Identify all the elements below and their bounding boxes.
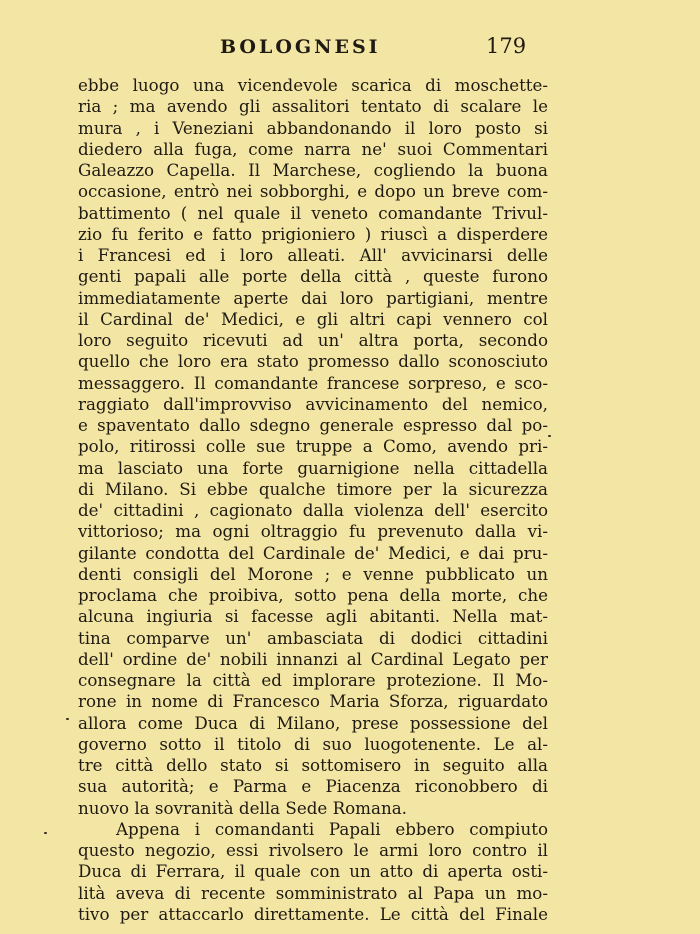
ink-speck — [548, 435, 551, 437]
paragraph-1 — [78, 75, 548, 819]
text-line: allora come Duca di Milano, prese possessione del — [78, 712, 548, 733]
text-line: Appena i comandanti Papali ebbero compiuto — [116, 818, 548, 839]
text-line: dell' ordine de' nobili innanzi al Cardinal Legato per — [78, 648, 548, 669]
text-line: consegnare la città ed implorare protezione. Il Mo- — [78, 670, 548, 690]
text-line: proclama che proibiva, sotto pena della morte, che — [78, 585, 548, 605]
text-line: sua autorità; e Parma e Piacenza riconobbero di — [78, 776, 548, 797]
text-line: governo sotto il titolo di suo luogotenente. Le al- — [78, 733, 548, 754]
text-line: i Francesi ed i loro alleati. All' avvicinarsi delle — [78, 245, 548, 265]
text-line: e spaventato dallo sdegno generale espresso dal po- — [78, 415, 548, 435]
text-line: diedero alla fuga, come narra ne' suoi Commentari — [78, 138, 548, 159]
text-line: de' cittadini , cagionato dalla violenza dell' esercito — [78, 500, 548, 520]
paragraph-2 — [78, 819, 548, 925]
text-line: occasione, entrò nei sobborghi, e dopo un breve com- — [78, 181, 548, 202]
text-line: ebbe luogo una vicendevole scarica di moschette- — [78, 75, 548, 95]
text-line: denti consigli del Morone ; e venne pubblicato un — [78, 563, 548, 584]
text-line: mura , i Veneziani abbandonando il loro posto si — [78, 117, 548, 138]
text-line: loro seguito ricevuti ad un' altra porta, secondo — [78, 330, 548, 350]
text-line: immediatamente aperte dai loro partigiani, mentre — [78, 287, 548, 308]
text-line: quello che loro era stato promesso dallo sconosciuto — [78, 351, 548, 372]
text-line: raggiato dall'improvviso avvicinamento del nemico, — [78, 393, 548, 414]
text-line: zio fu ferito e fatto prigioniero ) riuscì a disperdere — [78, 223, 548, 244]
text-line: tre città dello stato si sottomisero in seguito alla — [78, 755, 548, 775]
ink-speck — [66, 718, 69, 720]
text-line: battimento ( nel quale il veneto comandante Trivul- — [78, 202, 548, 223]
text-line: alcuna ingiuria si facesse agli abitanti. Nella mat- — [78, 606, 548, 627]
page-number: 179 — [486, 34, 527, 58]
text-line: lità aveva di recente somministrato al Papa un mo- — [78, 882, 548, 903]
text-line: ma lasciato una forte guarnigione nella cittadella — [78, 457, 548, 478]
text-line: nuovo la sovranità della Sede Romana. — [78, 797, 407, 818]
text-line: polo, ritirossi colle sue truppe a Como, avendo pri- — [78, 436, 548, 457]
body-text — [78, 75, 548, 925]
text-line: Galeazzo Capella. Il Marchese, cogliendo la buona — [78, 160, 548, 180]
text-line: Duca di Ferrara, il quale con un atto di aperta osti- — [78, 861, 548, 882]
ink-speck — [44, 832, 47, 834]
text-line: genti papali alle porte della città , queste furono — [78, 266, 548, 287]
text-line: il Cardinal de' Medici, e gli altri capi vennero col — [78, 308, 548, 329]
running-title: BOLOGNESI — [220, 36, 381, 58]
text-line: gilante condotta del Cardinale de' Medici, e dai pru- — [78, 542, 548, 563]
text-line: questo negozio, essi rivolsero le armi loro contro il — [78, 840, 548, 860]
text-line: ria ; ma avendo gli assalitori tentato di scalare le — [78, 96, 548, 117]
text-line: tivo per attaccarlo direttamente. Le città del Finale — [78, 903, 548, 924]
text-line: messaggero. Il comandante francese sorpreso, e sco- — [78, 372, 548, 393]
text-line: di Milano. Si ebbe qualche timore per la sicurezza — [78, 478, 548, 499]
text-line: rone in nome di Francesco Maria Sforza, riguardato — [78, 691, 548, 712]
text-line: tina comparve un' ambasciata di dodici cittadini — [78, 627, 548, 648]
text-line: vittorioso; ma ogni oltraggio fu prevenuto dalla vi- — [78, 521, 548, 542]
